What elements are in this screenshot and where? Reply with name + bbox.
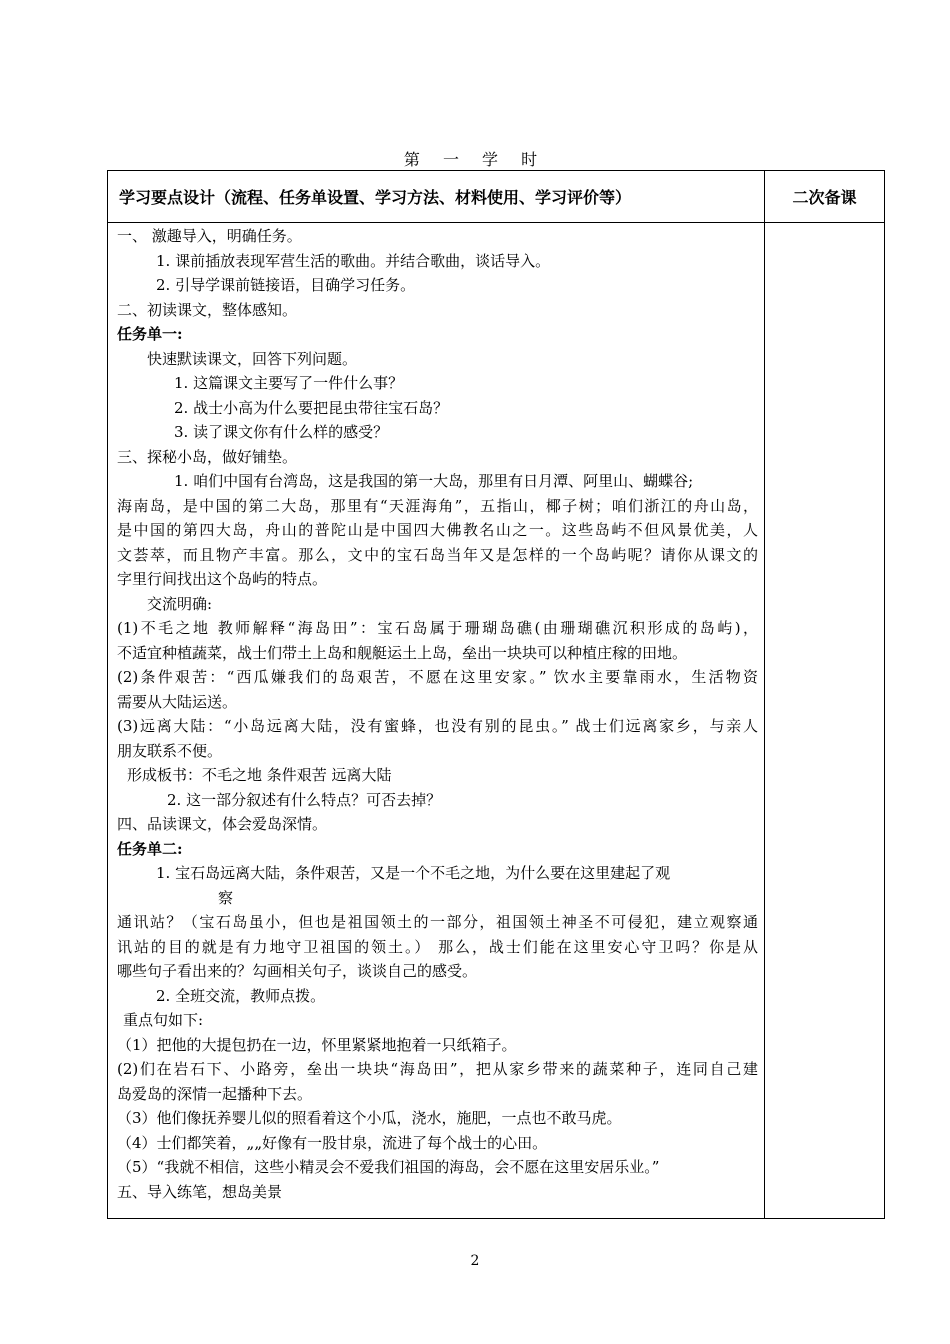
list-item: 2. 战士小高为什么要把昆虫带往宝石岛？ — [174, 398, 449, 417]
board-summary: 形成板书：不毛之地 条件艰苦 远离大陆 — [127, 766, 392, 784]
section-title: 第 一 学 时 — [403, 150, 547, 169]
section-heading: 一、 激趣导入，明确任务。 — [117, 227, 302, 245]
key-sentence: (2)们在岩石下、小路旁，垒出一块块“海岛田”，把从家乡带来的蔬菜种子，连同自己建 — [117, 1060, 758, 1078]
paragraph-line: 是中国的第四大岛，舟山的普陀山是中国四大佛教名山之一。这些岛屿不但风景优美，人 — [117, 521, 758, 539]
paragraph-line: 通讯站？（宝石岛虽小，但也是祖国领土的一部分，祖国领土神圣不可侵犯，建立观察通 — [117, 913, 758, 931]
section-heading: 二、初读课文，整体感知。 — [117, 300, 298, 319]
key-sentences-heading: 重点句如下: — [123, 1011, 204, 1029]
paragraph-line: 1. 宝石岛远离大陆，条件艰苦，又是一个不毛之地，为什么要在这里建起了观 — [156, 864, 671, 882]
paragraph-line: (3)远离大陆：“小岛远离大陆，没有蜜蜂，也没有别的昆虫。” 战士们远离家乡，与亲人 — [117, 717, 758, 735]
page-number: 2 — [470, 1253, 480, 1269]
second-prep-cell — [765, 223, 885, 1219]
key-sentence: （1）把他的大提包扔在一边，怀里紧紧地抱着一只纸箱子。 — [117, 1035, 517, 1054]
list-item: 2. 这一部分叙述有什么特点？可否去掉？ — [167, 790, 442, 809]
paragraph-line: (1)不毛之地 教师解释“海岛田”：宝石岛属于珊瑚岛礁(由珊瑚礁沉积形成的岛屿)， — [117, 619, 758, 637]
list-item: 2. 引导学课前链接语，目确学习任务。 — [156, 276, 416, 294]
lesson-plan-table — [107, 170, 885, 1219]
paragraph-line: 哪些句子看出来的？勾画相关句子，谈谈自己的感受。 — [117, 962, 478, 980]
paragraph-line: 文荟萃，而且物产丰富。那么，文中的宝石岛当年又是怎样的一个岛屿呢？请你从课文的 — [117, 545, 758, 564]
paragraph-line: 察 — [218, 888, 234, 907]
list-item: 3. 读了课文你有什么样的感受？ — [174, 423, 389, 441]
paragraph-line: 需要从大陆运送。 — [117, 692, 238, 711]
header-second-prep: 二次备课 — [765, 171, 885, 223]
key-sentence: 岛爱岛的深情一起播种下去。 — [117, 1084, 313, 1103]
section-heading: 五、导入练笔，想岛美景 — [117, 1182, 283, 1201]
key-sentence: （3）他们像抚养婴儿似的照看着这个小瓜，浇水，施肥，一点也不敢马虎。 — [117, 1109, 622, 1127]
paragraph-line: 字里行间找出这个岛屿的特点。 — [117, 570, 328, 588]
paragraph: 交流明确: — [147, 594, 213, 613]
key-sentence: （5）“我就不相信，这些小精灵会不爱我们祖国的海岛，会不愿在这里安居乐业。” — [117, 1158, 660, 1176]
section-heading: 三、探秘小岛，做好铺垫。 — [117, 447, 298, 466]
paragraph-line: 1. 咱们中国有台湾岛，这是我国的第一大岛，那里有日月潭、阿里山、蝴蝶谷; — [174, 472, 694, 490]
list-item: 1. 课前插放表现军营生活的歌曲。并结合歌曲，谈话导入。 — [156, 251, 551, 270]
paragraph-line: 朋友联系不便。 — [117, 741, 223, 760]
section-heading: 四、品读课文，体会爱岛深情。 — [117, 815, 328, 833]
paragraph: 快速默读课文，回答下列问题。 — [147, 349, 358, 368]
paragraph-line: 不适宜种植蔬菜，战士们带土上岛和舰艇运土上岛，垒出一块块可以种植庄稼的田地。 — [117, 643, 688, 662]
header-design-points: 学习要点设计（流程、任务单设置、学习方法、材料使用、学习评价等） — [108, 171, 765, 223]
key-sentence: （4）士们都笑着，„„好像有一股甘泉，流进了每个战士的心田。 — [117, 1133, 548, 1152]
paragraph-line: 讯站的目的就是有力地守卫祖国的领土。） 那么，战士们能在这里安心守卫吗？你是从 — [117, 937, 758, 956]
task-heading: 任务单一: — [117, 325, 183, 343]
paragraph-line: 海南岛，是中国的第二大岛，那里有“天涯海角”，五指山，椰子树；咱们浙江的舟山岛， — [117, 496, 758, 515]
list-item: 2. 全班交流，教师点拨。 — [156, 986, 326, 1005]
design-content-cell — [108, 223, 765, 1219]
list-item: 1. 这篇课文主要写了一件什么事？ — [174, 374, 404, 392]
paragraph-line: (2)条件艰苦：“西瓜嫌我们的岛艰苦，不愿在这里安家。” 饮水主要靠雨水，生活物资 — [117, 668, 758, 686]
task-heading: 任务单二: — [117, 839, 183, 858]
